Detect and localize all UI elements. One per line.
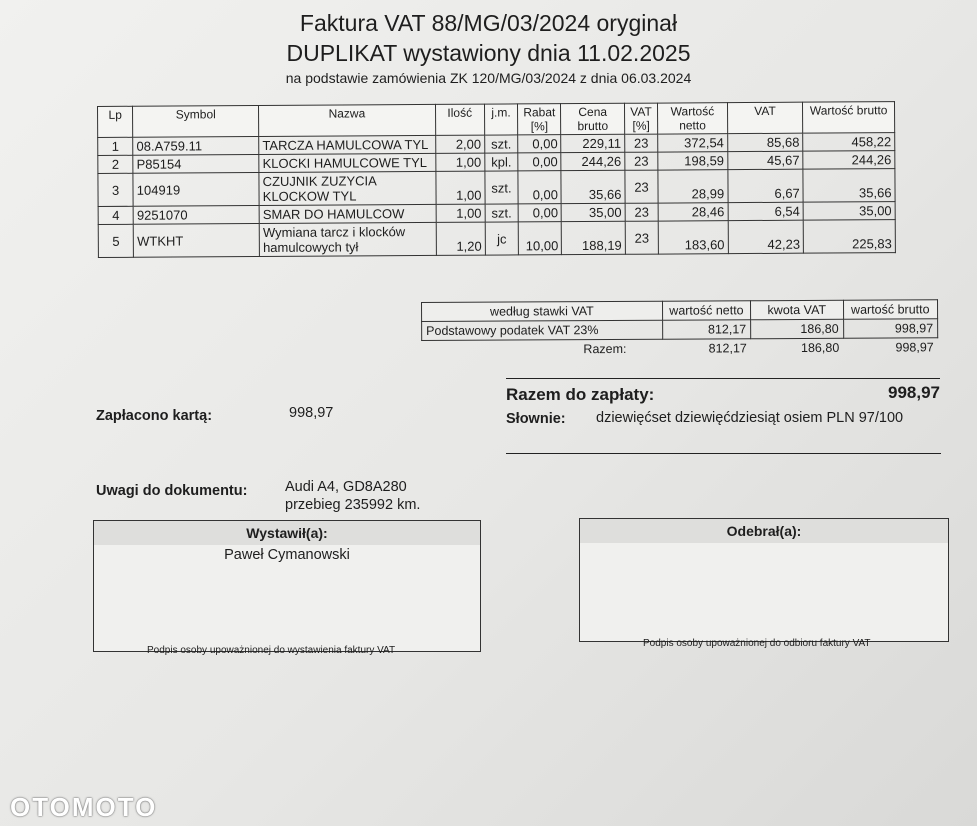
- items-header-row: [98, 102, 895, 138]
- cell-lp: 3: [98, 173, 133, 206]
- cell-nazwa: [259, 222, 436, 256]
- cell-symbol: WTKHT: [133, 224, 259, 258]
- cell-netto: 28,99: [658, 170, 728, 203]
- col-brutto: Wartość brutto: [803, 102, 895, 134]
- vat-col-rate: według stawki VAT: [422, 301, 663, 321]
- cell-nazwa-line2: hamulcowych tył: [263, 239, 359, 255]
- cell-netto: 183,60: [658, 221, 728, 254]
- issuer-box: [93, 520, 481, 652]
- col-jm: j.m.: [484, 104, 517, 135]
- vat-col-brutto: wartość brutto: [843, 300, 938, 319]
- cell-jm: szt.: [485, 135, 518, 153]
- cell-vat: 42,23: [728, 220, 804, 253]
- vat-total-row: [422, 338, 938, 359]
- table-row: [98, 169, 895, 207]
- cell-ilosc: 1,00: [436, 204, 485, 222]
- col-netto-l1: Wartość: [670, 104, 715, 119]
- cell-rabat: 0,00: [518, 153, 561, 171]
- col-ilosc: Ilość: [435, 104, 485, 135]
- receiver-box: [579, 518, 949, 642]
- cell-nazwa: [259, 135, 435, 154]
- cell-ilosc: 1,20: [436, 222, 486, 255]
- cell-jm: szt.: [485, 204, 518, 222]
- cell-symbol: P85154: [133, 155, 259, 174]
- cell-cena: 188,19: [562, 221, 626, 254]
- col-cena: [561, 103, 625, 134]
- payment-bottom-rule: [506, 453, 941, 454]
- cell-brutto: 225,83: [803, 220, 895, 254]
- cell-symbol: 104919: [133, 173, 259, 207]
- cell-vat: 85,68: [727, 133, 803, 151]
- cell-netto: 198,59: [658, 152, 728, 170]
- otomoto-watermark: OTOMOTO: [10, 792, 158, 822]
- col-cena-l1: Cena: [578, 104, 608, 120]
- vat-total-brutto: 998,97: [895, 340, 934, 355]
- cell-lp: 5: [98, 224, 133, 257]
- paid-by-card-amount: 998,97: [289, 405, 334, 421]
- cell-ilosc: 1,00: [435, 153, 484, 171]
- cell-vatp: 23: [625, 134, 658, 152]
- receiver-header: Odebrał(a):: [580, 519, 948, 543]
- col-rabat-l1: Rabat: [523, 105, 556, 120]
- vat-summary-table: [421, 299, 938, 359]
- cell-vatp: 23: [625, 203, 658, 221]
- in-words-label: Słownie:: [506, 411, 566, 427]
- cell-rabat: 0,00: [518, 135, 561, 153]
- cell-vat: 45,67: [727, 151, 803, 169]
- vat-rate-kwota: 186,80: [751, 319, 844, 338]
- cell-brutto: 35,66: [803, 169, 895, 203]
- cell-cena: 35,00: [562, 203, 626, 221]
- vat-rate-label: Podstawowy podatek VAT 23%: [422, 320, 663, 340]
- col-vatp-l1: VAT: [630, 104, 652, 119]
- amount-in-words: dziewięćset dziewięćdziesiąt osiem PLN 97/100: [596, 410, 904, 426]
- notes-vehicle: Audi A4, GD8A280: [285, 479, 407, 495]
- cell-vatp: 23: [625, 170, 658, 203]
- notes-label: Uwagi do dokumentu:: [96, 483, 248, 499]
- vat-rate-netto: 812,17: [662, 320, 750, 339]
- paid-by-card-label: Zapłacono kartą:: [96, 408, 213, 424]
- col-nazwa: Nazwa: [259, 104, 435, 136]
- col-cena-l2: brutto: [577, 118, 609, 134]
- cell-brutto: 35,00: [803, 202, 895, 221]
- cell-rabat: 0,00: [518, 204, 561, 222]
- cell-ilosc: 2,00: [435, 135, 484, 153]
- cell-netto: 28,46: [658, 203, 728, 221]
- cell-vat: 6,54: [728, 202, 804, 220]
- col-netto: [658, 103, 728, 134]
- col-netto-l2: netto: [679, 118, 706, 133]
- total-due-amount: 998,97: [888, 383, 940, 402]
- duplicate-title: DUPLIKAT wystawiony dnia 11.02.2025: [286, 40, 691, 66]
- cell-lp: 2: [98, 155, 133, 173]
- cell-jm: szt.: [485, 171, 518, 204]
- cell-brutto: 458,22: [803, 133, 895, 152]
- vat-rate-brutto: 998,97: [843, 319, 938, 338]
- table-row: [98, 220, 895, 258]
- order-reference: na podstawie zamówienia ZK 120/MG/03/2024 z dnia 06.03.2024: [285, 70, 692, 86]
- cell-vat: 6,67: [728, 169, 804, 202]
- col-vat-percent: [624, 103, 657, 134]
- vat-col-kwota: kwota VAT: [751, 300, 844, 319]
- cell-lp: 4: [98, 206, 133, 224]
- col-symbol: Symbol: [133, 106, 259, 138]
- vat-col-netto: wartość netto: [662, 301, 750, 320]
- cell-vatp: 23: [625, 152, 658, 170]
- cell-netto: 372,54: [658, 134, 728, 152]
- total-due-label: Razem do zapłaty:: [506, 385, 655, 404]
- cell-nazwa-line1: TARCZA HAMULCOWA TYL: [262, 136, 429, 153]
- cell-nazwa-line1: CZUJNIK ZUZYCIA: [262, 173, 377, 189]
- cell-cena: 35,66: [561, 170, 625, 203]
- col-rabat: [518, 104, 562, 135]
- cell-nazwa: [259, 153, 435, 172]
- cell-jm: kpl.: [485, 153, 518, 171]
- issuer-header: Wystawił(a):: [94, 521, 480, 545]
- notes-mileage: przebieg 235992 km.: [285, 497, 421, 513]
- payment-top-rule: [506, 378, 940, 379]
- vat-total-kwota: 186,80: [800, 340, 840, 356]
- cell-rabat: 10,00: [518, 222, 562, 255]
- items-table: [97, 101, 896, 258]
- issuer-signature-caption: Podpis osoby upoważnionej do wystawienia faktury VAT: [147, 645, 396, 656]
- cell-nazwa: [259, 204, 435, 223]
- receiver-signature-caption: Podpis osoby upoważnionej do odbioru faktury VAT: [643, 638, 871, 649]
- col-vatp-l2: [%]: [632, 118, 650, 133]
- cell-nazwa: [259, 171, 436, 205]
- cell-nazwa-line1: KLOCKI HAMULCOWE TYL: [262, 154, 428, 171]
- cell-symbol: 9251070: [133, 206, 259, 225]
- cell-symbol: 08.A759.11: [133, 137, 259, 156]
- cell-ilosc: 1,00: [435, 171, 485, 204]
- cell-rabat: 0,00: [518, 171, 562, 204]
- vat-total-netto: 812,17: [708, 341, 747, 356]
- cell-nazwa-line1: SMAR DO HAMULCOW: [262, 206, 405, 222]
- cell-cena: 229,11: [561, 134, 625, 152]
- cell-nazwa-line1: Wymiana tarcz i klocków: [262, 224, 406, 240]
- col-rabat-l2: [%]: [530, 119, 549, 134]
- cell-jm: jc: [485, 222, 518, 255]
- col-vat: VAT: [727, 102, 803, 133]
- vat-total-label: Razem:: [583, 341, 627, 357]
- issuer-name: Paweł Cymanowski: [224, 547, 350, 563]
- cell-vatp: 23: [625, 221, 658, 254]
- cell-brutto: 244,26: [803, 151, 895, 170]
- cell-lp: 1: [98, 137, 133, 155]
- cell-cena: 244,26: [561, 152, 625, 170]
- invoice-title: Faktura VAT 88/MG/03/2024 oryginał: [299, 10, 678, 36]
- col-lp: Lp: [98, 106, 133, 137]
- cell-nazwa-line2: KLOCKOW TYL: [262, 188, 357, 204]
